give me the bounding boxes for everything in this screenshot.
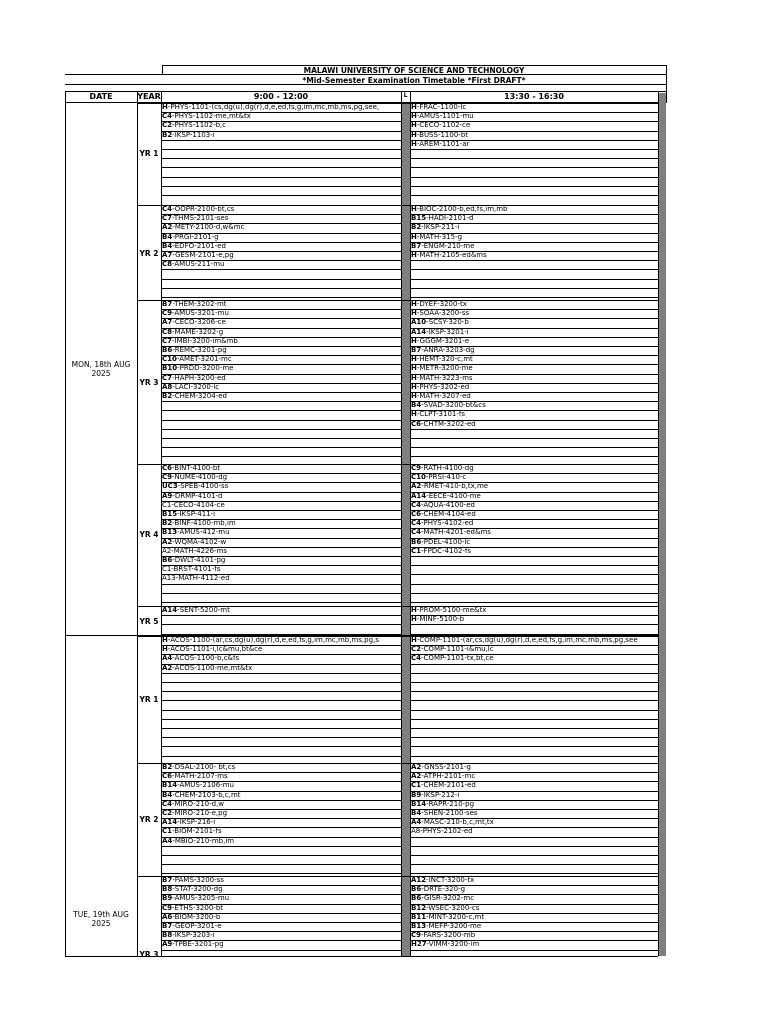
grid-line-horizontal [410, 584, 658, 585]
morning-exam-entry: C9-AMUS-3201-mu [162, 309, 229, 318]
afternoon-exam-entry: H-GGGM-3201-e [411, 336, 470, 345]
morning-exam-entry: C2-MIRO-210-e,pg [162, 809, 228, 817]
morning-exam-entry: C6-MATH-2107-ms [162, 772, 228, 781]
afternoon-exam-entry: B4-SHEN-2100-ses [411, 809, 478, 817]
morning-session-header: 9:00 - 12:00 [253, 92, 309, 101]
afternoon-exam-entry: H-MATH-2105-ed&ms [411, 251, 487, 259]
grid-line-horizontal [161, 746, 401, 747]
university-title: MALAWI UNIVERSITY OF SCIENCE AND TECHNOLOGY [303, 66, 525, 75]
afternoon-exam-entry: A2-ATPH-2101-mc [411, 772, 476, 781]
morning-exam-entry: A2-METY-2100-d,w&mc [162, 223, 245, 232]
afternoon-exam-entry: C1-FPDC-4102-fs [411, 546, 472, 555]
year-label: YR 4 [139, 530, 159, 539]
grid-line-horizontal [161, 756, 401, 757]
grid-line-horizontal [161, 593, 401, 594]
grid-line-horizontal [410, 846, 658, 847]
grid-line-horizontal [410, 837, 658, 838]
afternoon-exam-entry: H-PHYS-3202-ed [411, 382, 470, 391]
afternoon-exam-entry: B4-SVAD-3200-bt&cs [411, 401, 486, 410]
grid-line-horizontal [161, 140, 401, 141]
grid-line-horizontal [161, 149, 401, 150]
morning-exam-entry: A2-MATH-4226-ms [162, 546, 227, 555]
morning-exam-entry: B7-GEOP-3201-e [162, 922, 222, 930]
afternoon-exam-entry: H-BIOC-2100-b,ed,fs,im,mb [411, 205, 508, 213]
morning-exam-entry: C9-NUME-4100-dg [162, 473, 228, 482]
afternoon-exam-entry: H-MINF-5100-b [411, 615, 465, 624]
grid-line-horizontal [410, 664, 658, 665]
afternoon-exam-entry: B6-PDEL-4100-lc [411, 537, 471, 546]
afternoon-exam-entry: H-SOAA-3200-ss [411, 309, 469, 318]
afternoon-exam-entry: H-CLPT-3101-fs [411, 410, 466, 419]
morning-exam-entry: C6-BINT-4100-bt [162, 464, 221, 472]
morning-exam-entry: B6-REMC-3201-pg [162, 346, 227, 354]
morning-exam-entry: B13-AMUS-412-mu [162, 528, 230, 537]
grid-line-horizontal [161, 728, 401, 729]
grid-line-horizontal [161, 602, 401, 603]
grid-line-horizontal [410, 950, 658, 951]
morning-exam-entry: B7-THEM-3202-mt [162, 300, 227, 308]
morning-exam-entry: B4-PRGI-2101-g [162, 232, 219, 241]
afternoon-exam-entry: C6-CHEM-4104-ed [411, 510, 476, 518]
afternoon-exam-entry: H27-VIMM-3200-im [411, 940, 480, 949]
grid-line-horizontal [410, 700, 658, 701]
lunch-separator [402, 103, 410, 956]
morning-exam-entry: UC3-SPEB-4100-ss [162, 482, 229, 491]
grid-line-vertical [65, 91, 66, 956]
grid-line-horizontal [410, 593, 658, 594]
grid-line-horizontal [410, 158, 658, 159]
year-label: YR 5 [139, 617, 159, 626]
morning-exam-entry: A9-DRMP-4101-d [162, 491, 223, 500]
morning-exam-entry: B15-IKSP-411-i [162, 510, 216, 518]
morning-exam-entry: C4-PHYS-1102-me,mt&tx [162, 112, 251, 121]
day-date-label: MON, 18th AUG 2025 [71, 360, 131, 378]
morning-exam-entry: A4-MBIO-210-mb,im [162, 836, 235, 845]
day-date-label: TUE, 19th AUG 2025 [73, 910, 129, 928]
grid-line-horizontal [161, 420, 401, 421]
grid-line-horizontal [410, 728, 658, 729]
right-border-column [659, 93, 666, 956]
grid-line-horizontal [161, 710, 401, 711]
morning-exam-entry: C7-IMBI-3200-im&mb [162, 336, 238, 345]
morning-exam-entry: B2-CHEM-3204-ed [162, 392, 227, 400]
afternoon-exam-entry: A2-GNSS-2101-g [411, 763, 471, 771]
morning-exam-entry: B4-CHEM-2103-b,c,mt [162, 790, 241, 799]
grid-line-horizontal [65, 84, 666, 85]
afternoon-exam-entry: B6-DRTE-320-g [411, 885, 466, 894]
grid-line-vertical [666, 65, 667, 91]
morning-exam-entry: C4-OOPR-2100-bt,cs [162, 205, 235, 213]
grid-line-horizontal [410, 682, 658, 683]
grid-line-horizontal [410, 149, 658, 150]
afternoon-exam-entry: H-BUSS-1100-bt [411, 130, 469, 139]
grid-line-horizontal [161, 167, 401, 168]
afternoon-exam-entry: B11-MINT-3200-c,mt [411, 912, 485, 921]
morning-exam-entry: A6-BIOM-3200-b [162, 912, 221, 921]
morning-exam-entry: B9-AMUS-3205-mu [162, 894, 230, 903]
afternoon-exam-entry: A12-INCT-3200-tx [411, 876, 475, 884]
morning-exam-entry: A2-WQMA-4102-w [162, 537, 227, 546]
grid-line-horizontal [410, 429, 658, 430]
afternoon-exam-entry: B12-WSEC-3200-cs [411, 903, 480, 912]
afternoon-exam-entry: H-HEMT-320-c,mt [411, 355, 473, 364]
grid-line-horizontal [161, 719, 401, 720]
morning-exam-entry: A9-TPBE-3201-pg [162, 940, 224, 949]
afternoon-exam-entry: H-DYEF-3200-tx [411, 300, 467, 308]
grid-line-vertical [666, 91, 667, 103]
afternoon-exam-entry: A2-RMET-410-b,tx,me [411, 482, 489, 491]
afternoon-exam-entry: B9-IKSP-212-i [411, 790, 460, 799]
year-label: YR 3 [139, 378, 159, 387]
grid-line-horizontal [410, 873, 658, 874]
afternoon-exam-entry: B7-ANRA-3203-dg [411, 346, 475, 354]
grid-line-horizontal [410, 195, 658, 196]
grid-line-horizontal [161, 584, 401, 585]
afternoon-exam-entry: H-AREM-1101-ar [411, 139, 470, 148]
grid-line-horizontal [161, 691, 401, 692]
grid-line-horizontal [410, 737, 658, 738]
morning-exam-entry: A7-GESM-2101-e,pg [162, 251, 234, 259]
morning-exam-entry: C7-HAPH-3200-ed [162, 373, 226, 382]
afternoon-exam-entry: H-AMUS-1101-mu [411, 112, 474, 121]
grid-line-horizontal [161, 846, 401, 847]
grid-line-horizontal [161, 195, 401, 196]
morning-exam-entry: A4-ACOS-1100-b,c&fs [162, 654, 240, 663]
afternoon-exam-entry: H-METR-3200-me [411, 364, 473, 373]
grid-line-horizontal [410, 756, 658, 757]
afternoon-exam-entry: C4-AQUA-4100-ed [411, 500, 475, 509]
afternoon-exam-entry: C4-COMP-1101-tx,bt,ce [411, 654, 494, 663]
afternoon-exam-entry: B15-HADI-2101-d [411, 214, 474, 223]
afternoon-exam-entry: H-FRAC-1100-lc [411, 103, 467, 111]
grid-line-horizontal [410, 691, 658, 692]
grid-line-horizontal [161, 950, 401, 951]
morning-exam-entry: H-ACOS-1101-i,lc&mu,bt&ce [162, 645, 263, 654]
grid-line-horizontal [410, 167, 658, 168]
year-label: YR 3 [139, 950, 159, 959]
afternoon-exam-entry: B2-IKSP-211-i [411, 223, 460, 232]
grid-line-horizontal [161, 624, 401, 625]
morning-exam-entry: C8-MAME-3202-g [162, 327, 224, 336]
grid-line-horizontal [410, 288, 658, 289]
year-label: YR 1 [139, 149, 159, 158]
grid-line-horizontal [161, 186, 401, 187]
afternoon-exam-entry: C9-RATH-4100-dg [411, 464, 474, 472]
grid-line-horizontal [410, 556, 658, 557]
morning-exam-entry: B8-STAT-3200-dg [162, 885, 223, 894]
afternoon-exam-entry: H-MATH-3207-ed [411, 392, 471, 400]
afternoon-exam-entry: H-CECO-1102-ce [411, 121, 471, 130]
morning-exam-entry: B10-PRDD-3200-me [162, 364, 234, 373]
afternoon-exam-entry: B6-GISR-3202-mc [411, 894, 475, 903]
morning-exam-entry: C4-MIRO-210-d,w [162, 799, 225, 808]
grid-line-horizontal [161, 456, 401, 457]
grid-line-horizontal [410, 602, 658, 603]
morning-exam-entry: H-ACOS-1100-(ar,cs,dg(u),dg(r),d,e,ed,fs,g,im,mc,mb,ms,pg,s [162, 636, 379, 644]
afternoon-exam-entry: A4-MASC-210-b,c,mt,tx [411, 818, 494, 827]
grid-line-horizontal [161, 177, 401, 178]
year-label: YR 2 [139, 815, 159, 824]
afternoon-exam-entry: C2-COMP-1101-i&mu,lc [411, 645, 494, 654]
grid-line-horizontal [161, 873, 401, 874]
morning-exam-entry: C2-PHYS-1102-b,c [162, 121, 227, 130]
morning-exam-entry: C1-BRST-4101-fs [162, 565, 221, 574]
grid-line-horizontal [65, 74, 666, 75]
grid-line-horizontal [410, 456, 658, 457]
afternoon-exam-entry: A14-EECE-4100-me [411, 491, 481, 500]
grid-line-horizontal [410, 279, 658, 280]
morning-exam-entry: B2-BINF-4100-mb,im [162, 519, 236, 528]
afternoon-exam-entry: C4-PHYS-4102-ed [411, 519, 474, 528]
grid-line-horizontal [161, 438, 401, 439]
afternoon-exam-entry: H-MATH-3223-ms [411, 373, 473, 382]
morning-exam-entry: B8-IKSP-3203-i [162, 931, 215, 940]
grid-line-horizontal [65, 91, 666, 92]
grid-line-horizontal [410, 710, 658, 711]
afternoon-exam-entry: A14-IKSP-3201-i [411, 327, 469, 336]
timetable-subtitle: *Mid-Semester Examination Timetable *First DRAFT* [302, 76, 526, 85]
morning-exam-entry: A2-ACOS-1100-me,mt&tx [162, 663, 253, 672]
grid-line-horizontal [410, 746, 658, 747]
year-label: YR 1 [139, 695, 159, 704]
grid-line-horizontal [410, 864, 658, 865]
afternoon-exam-entry: C4-MATH-4201-ed&ms [411, 528, 491, 537]
date-column-header: DATE [89, 92, 113, 101]
grid-line-horizontal [161, 279, 401, 280]
morning-exam-entry: A14-IKSP-216-i [162, 818, 216, 827]
morning-exam-entry: C1-BIOM-2101-fs [162, 827, 222, 836]
morning-exam-entry: B7-PAMS-3200-ss [162, 876, 224, 884]
afternoon-exam-entry: A8-PHYS-2102-ed [411, 827, 473, 836]
afternoon-exam-entry: A10-SCSY-320-b [411, 318, 469, 327]
afternoon-exam-entry: C10-PRSI-410-c [411, 473, 467, 482]
grid-line-horizontal [65, 956, 658, 957]
grid-line-horizontal [161, 429, 401, 430]
morning-exam-entry: H-PHYS-1101-(cs,dg(u),dg(r),d,e,ed,fs,g,im,mc,mb,ms,pg,see, [162, 103, 380, 111]
grid-line-horizontal [161, 297, 401, 298]
grid-line-horizontal [410, 719, 658, 720]
morning-exam-entry: C7-THMS-2101-ses [162, 214, 229, 223]
morning-exam-entry: C9-ETHS-3200-bt [162, 903, 224, 912]
grid-line-vertical [162, 65, 163, 75]
morning-exam-entry: C8-AMUS-211-mu [162, 260, 225, 269]
morning-exam-entry: B2-DSAL-2100- bt,cs [162, 763, 236, 771]
morning-exam-entry: B4-EDFO-2101-ed [162, 241, 226, 250]
morning-exam-entry: C1-CECO-4104-ce [162, 500, 225, 509]
grid-line-horizontal [161, 737, 401, 738]
morning-exam-entry: B6-DWLT-4101-pg [162, 556, 226, 564]
afternoon-exam-entry: C9-FARS-3200-mb [411, 931, 476, 940]
afternoon-session-header: 13:30 - 16:30 [504, 92, 564, 101]
year-label: YR 2 [139, 249, 159, 258]
grid-line-horizontal [161, 447, 401, 448]
grid-line-horizontal [161, 410, 401, 411]
grid-line-horizontal [410, 186, 658, 187]
morning-exam-entry: A8-LACI-3200-lc [162, 382, 220, 391]
grid-line-horizontal [162, 65, 666, 66]
grid-line-horizontal [410, 855, 658, 856]
year-column-header: YEAR [137, 92, 161, 101]
afternoon-exam-entry: H-COMP-1101-(ar,cs,dg(u),dg(r),d,e,ed,fs,g,im,mc,mb,ms,pg,see [411, 636, 638, 644]
grid-line-horizontal [410, 269, 658, 270]
grid-line-horizontal [161, 673, 401, 674]
afternoon-exam-entry: B14-RAPR-210-pg [411, 799, 475, 808]
morning-exam-entry: A14-SENT-5200-mt [162, 606, 230, 614]
grid-line-horizontal [410, 177, 658, 178]
grid-line-horizontal [410, 574, 658, 575]
grid-line-horizontal [161, 288, 401, 289]
afternoon-exam-entry: B7-ENGM-210-me [411, 241, 475, 250]
grid-line-horizontal [161, 682, 401, 683]
morning-exam-entry: A7-CECO-3206-ce [162, 318, 226, 327]
morning-exam-entry: C10-AMET-3201-mc [162, 355, 232, 364]
afternoon-exam-entry: B13-MEFP-3200-me [411, 922, 482, 930]
grid-line-horizontal [161, 634, 401, 635]
afternoon-exam-entry: H-PROM-5100-me&tx [411, 606, 487, 614]
morning-exam-entry: B14-AMUS-2106-mu [162, 781, 234, 790]
grid-line-horizontal [161, 855, 401, 856]
grid-line-horizontal [161, 864, 401, 865]
lunch-column-header: L [403, 92, 408, 99]
grid-line-horizontal [410, 673, 658, 674]
afternoon-exam-entry: C6-CHTM-3202-ed [411, 419, 476, 428]
grid-line-horizontal [410, 447, 658, 448]
grid-line-horizontal [161, 700, 401, 701]
grid-line-vertical [137, 91, 138, 956]
grid-line-horizontal [410, 438, 658, 439]
grid-line-horizontal [410, 297, 658, 298]
grid-line-horizontal [410, 634, 658, 635]
afternoon-exam-entry: C1-CHEM-2101-ed [411, 781, 476, 790]
grid-line-horizontal [161, 158, 401, 159]
morning-exam-entry: A13-MATH-4112-ed [162, 574, 230, 583]
afternoon-exam-entry: H-MATH-315-g [411, 232, 463, 241]
morning-exam-entry: B2-IKSP-1103-i [162, 130, 215, 139]
grid-line-horizontal [410, 565, 658, 566]
